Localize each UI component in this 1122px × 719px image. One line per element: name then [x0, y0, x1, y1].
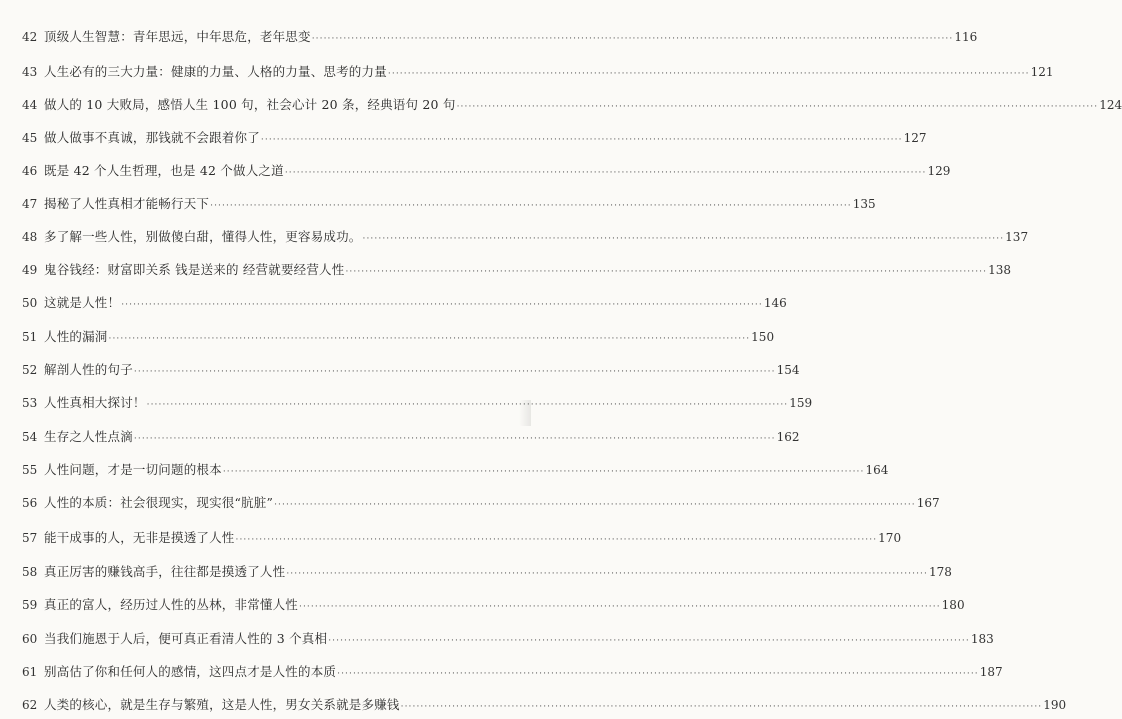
page-number: 180 [941, 598, 965, 612]
toc-entry[interactable] [22, 392, 813, 414]
dot-leader [345, 261, 987, 283]
toc-entry[interactable] [22, 694, 1067, 716]
entry-title: 多了解一些人性，别做傻白甜，懂得人性，更容易成功。 [44, 229, 362, 244]
entry-number: 62 [22, 698, 38, 712]
toc-entry[interactable] [22, 561, 952, 583]
page-number: 170 [878, 531, 902, 545]
page-number: 159 [789, 396, 813, 410]
dot-leader [457, 96, 1099, 118]
entry-title: 人类的核心，就是生存与繁殖，这是人性，男女关系就是多赚钱 [44, 697, 400, 712]
entry-number: 47 [22, 197, 38, 211]
page-number: 137 [1005, 230, 1029, 244]
entry-title: 人生必有的三大力量：健康的力量、人格的力量、思考的力量 [44, 64, 387, 79]
entry-number: 56 [22, 496, 38, 510]
toc-entry[interactable] [22, 628, 994, 650]
toc-entry[interactable] [22, 527, 902, 549]
dot-leader [337, 663, 979, 685]
entry-title: 人性真相大探讨！ [44, 395, 146, 410]
page-number: 116 [954, 30, 978, 44]
entry-title: 解剖人性的句子 [44, 362, 133, 377]
dot-leader [312, 28, 954, 50]
entry-number: 42 [22, 30, 38, 44]
dot-leader [236, 529, 878, 551]
dot-leader [285, 162, 927, 184]
page-number: 146 [763, 296, 787, 310]
dot-leader [121, 294, 763, 316]
entry-title: 别高估了你和任何人的感情，这四点才是人性的本质 [44, 664, 337, 679]
toc-entry[interactable] [22, 26, 978, 48]
entry-number: 59 [22, 598, 38, 612]
entry-number: 52 [22, 363, 38, 377]
dot-leader [299, 596, 941, 618]
entry-number: 44 [22, 98, 38, 112]
page-number: 178 [928, 565, 952, 579]
dot-leader [401, 696, 1043, 718]
toc-entry[interactable] [22, 661, 1003, 683]
entry-number: 51 [22, 330, 38, 344]
entry-number: 55 [22, 463, 38, 477]
page-number: 187 [979, 665, 1003, 679]
entry-title: 做人做事不真诚，那钱就不会跟着你了 [44, 130, 260, 145]
entry-number: 43 [22, 65, 38, 79]
toc-entry[interactable] [22, 426, 800, 448]
entry-title: 人性问题，才是一切问题的根本 [44, 462, 222, 477]
entry-title: 既是 42 个人生哲理，也是 42 个做人之道 [44, 163, 284, 178]
dot-leader [210, 195, 852, 217]
entry-number: 60 [22, 632, 38, 646]
page-number: 190 [1043, 698, 1067, 712]
entry-title: 真正的富人，经历过人性的丛林，非常懂人性 [44, 597, 299, 612]
page-number: 164 [865, 463, 889, 477]
entry-title: 当我们施恩于人后，便可真正看清人性的 3 个真相 [44, 631, 328, 646]
page-number: 121 [1030, 65, 1054, 79]
dot-leader [134, 361, 776, 383]
dot-leader [363, 228, 1005, 250]
dot-leader [274, 494, 916, 516]
page-number: 135 [852, 197, 876, 211]
toc-entry[interactable] [22, 61, 1054, 83]
entry-title: 这就是人性！ [44, 295, 121, 310]
toc-entry[interactable] [22, 492, 940, 514]
dot-leader [134, 428, 776, 450]
dot-leader [328, 630, 970, 652]
entry-title: 真正厉害的赚钱高手，往往都是摸透了人性 [44, 564, 286, 579]
page-edge-shadow [519, 400, 531, 426]
entry-number: 53 [22, 396, 38, 410]
toc-entry[interactable] [22, 226, 1029, 248]
page-number: 150 [751, 330, 775, 344]
toc-entry[interactable] [22, 594, 965, 616]
toc-entry[interactable] [22, 326, 775, 348]
toc-entry[interactable] [22, 459, 889, 481]
entry-title: 做人的 10 大败局，感悟人生 100 句，社会心计 20 条，经典语句 20 句 [44, 97, 456, 112]
toc-entry[interactable] [22, 193, 876, 215]
dot-leader [223, 461, 865, 483]
toc-entry[interactable] [22, 160, 951, 182]
dot-leader [109, 328, 751, 350]
dot-leader [261, 129, 903, 151]
entry-title: 揭秘了人性真相才能畅行天下 [44, 196, 210, 211]
entry-number: 48 [22, 230, 38, 244]
page-number: 124 [1099, 98, 1122, 112]
entry-title: 人性的漏洞 [44, 329, 108, 344]
entry-title: 能干成事的人，无非是摸透了人性 [44, 530, 235, 545]
page-number: 167 [916, 496, 940, 510]
page-number: 162 [776, 430, 800, 444]
entry-number: 50 [22, 296, 38, 310]
toc-entry[interactable] [22, 292, 787, 314]
dot-leader [147, 394, 789, 416]
entry-number: 57 [22, 531, 38, 545]
toc-entry[interactable] [22, 259, 1012, 281]
entry-number: 46 [22, 164, 38, 178]
entry-title: 顶级人生智慧：青年思远，中年思危，老年思变 [44, 29, 311, 44]
page-number: 183 [970, 632, 994, 646]
toc-entry[interactable] [22, 359, 800, 381]
toc-entry[interactable] [22, 94, 1122, 116]
entry-number: 61 [22, 665, 38, 679]
entry-title: 鬼谷钱经：财富即关系 钱是送来的 经营就要经营人性 [44, 262, 345, 277]
page-number: 138 [988, 263, 1012, 277]
page-number: 127 [903, 131, 927, 145]
entry-title: 人性的本质：社会很现实，现实很“肮脏” [44, 495, 274, 510]
page-number: 129 [927, 164, 951, 178]
entry-number: 58 [22, 565, 38, 579]
entry-number: 49 [22, 263, 38, 277]
entry-number: 54 [22, 430, 38, 444]
entry-number: 45 [22, 131, 38, 145]
page-number: 154 [776, 363, 800, 377]
dot-leader [388, 63, 1030, 85]
entry-title: 生存之人性点滴 [44, 429, 133, 444]
toc-entry[interactable] [22, 127, 927, 149]
dot-leader [286, 563, 928, 585]
